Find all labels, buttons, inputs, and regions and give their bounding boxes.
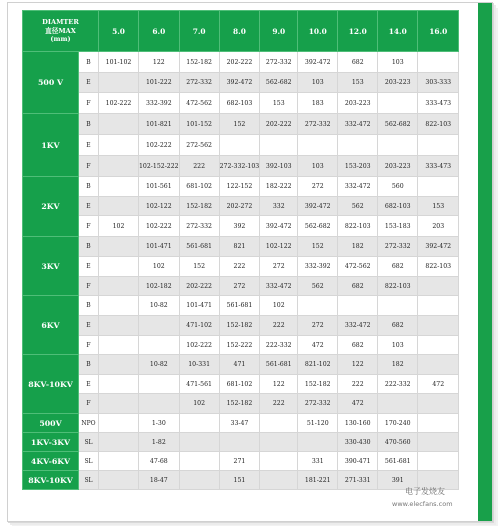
capacitance-code-cell: 392-472: [298, 52, 338, 73]
capacitance-code-cell: 272-332: [298, 114, 338, 135]
capacitance-code-cell: 561-681: [219, 296, 260, 316]
capacitance-code-cell: [418, 177, 459, 197]
capacitance-code-cell: 471-102: [179, 316, 219, 336]
capacitance-code-cell: [260, 433, 298, 452]
table-row: [23, 471, 459, 490]
capacitance-code-cell: [418, 394, 459, 414]
capacitance-code-cell: 272: [298, 316, 338, 336]
capacitance-code-cell: 332-472: [338, 177, 378, 197]
voltage-label: 1KV: [23, 114, 79, 177]
capacitance-code-cell: 272-332: [378, 237, 418, 257]
capacitance-code-cell: 821-102: [298, 355, 338, 375]
capacitance-code-cell: 222-332: [260, 336, 298, 355]
diameter-col: 5.0: [99, 11, 139, 52]
capacitance-code-cell: [99, 237, 139, 257]
capacitance-code-cell: 182: [378, 355, 418, 375]
capacitance-code-cell: 392-472: [260, 216, 298, 237]
table-row: [23, 52, 459, 73]
capacitance-code-cell: 152-182: [179, 52, 219, 73]
capacitance-code-cell: 331: [298, 452, 338, 471]
capacitance-code-cell: 681-102: [219, 375, 260, 394]
capacitance-code-cell: 561-681: [378, 452, 418, 471]
capacitance-code-cell: 152-182: [219, 394, 260, 414]
voltage-label: 500V: [23, 414, 79, 433]
capacitance-code-cell: 272-332: [179, 216, 219, 237]
capacitance-code-cell: 202-222: [260, 114, 298, 135]
voltage-label: 1KV-3KV: [23, 433, 79, 452]
table-row: [23, 257, 459, 277]
header-row: [23, 11, 459, 52]
capacitance-code-cell: 271-331: [338, 471, 378, 490]
table-row: [23, 452, 459, 471]
table-row: [23, 135, 459, 156]
capacitance-code-cell: [219, 135, 260, 156]
capacitance-code-cell: [99, 296, 139, 316]
capacitance-code-cell: 101-561: [139, 177, 180, 197]
capacitance-code-cell: 10-82: [139, 355, 180, 375]
capacitance-code-cell: 471-561: [179, 375, 219, 394]
capacitance-code-cell: 102-122: [260, 237, 298, 257]
capacitance-code-cell: 682: [378, 257, 418, 277]
capacitance-code-cell: [418, 296, 459, 316]
dielectric-code: F: [79, 156, 99, 177]
dielectric-code: E: [79, 316, 99, 336]
capacitance-code-cell: 562: [298, 277, 338, 296]
capacitance-code-cell: 202-272: [219, 197, 260, 216]
capacitance-code-cell: [338, 296, 378, 316]
capacitance-code-cell: 151: [219, 471, 260, 490]
capacitance-code-cell: 470-560: [378, 433, 418, 452]
capacitance-code-cell: 471: [219, 355, 260, 375]
dielectric-code: E: [79, 135, 99, 156]
capacitance-code-cell: [260, 135, 298, 156]
capacitance-code-cell: 332-472: [260, 277, 298, 296]
capacitance-code-cell: 102-222: [179, 336, 219, 355]
dielectric-code: SL: [79, 471, 99, 490]
capacitance-code-cell: 472-562: [338, 257, 378, 277]
capacitance-code-cell: 272: [260, 257, 298, 277]
capacitance-code-cell: 152-182: [179, 197, 219, 216]
capacitance-code-cell: [139, 336, 180, 355]
voltage-label: 8KV-10KV: [23, 471, 79, 490]
capacitance-code-cell: 821: [219, 237, 260, 257]
capacitance-code-cell: [378, 93, 418, 114]
capacitance-code-cell: 222-332: [378, 375, 418, 394]
capacitance-code-cell: 272-562: [179, 135, 219, 156]
capacitance-code-cell: [139, 375, 180, 394]
capacitance-code-cell: 152: [298, 237, 338, 257]
capacitance-code-cell: 152-182: [298, 375, 338, 394]
capacitance-code-cell: 102: [260, 296, 298, 316]
capacitance-code-cell: [99, 257, 139, 277]
capacitance-code-cell: 333-473: [418, 156, 459, 177]
dielectric-code: B: [79, 237, 99, 257]
table-row: [23, 216, 459, 237]
table-row: [23, 177, 459, 197]
table-row: [23, 114, 459, 135]
capacitance-code-cell: 561-681: [179, 237, 219, 257]
capacitance-code-cell: 682: [338, 277, 378, 296]
capacitance-code-cell: 682-103: [219, 93, 260, 114]
table-row: [23, 336, 459, 355]
capacitance-code-cell: 152-222: [219, 336, 260, 355]
capacitance-code-cell: 822-103: [338, 216, 378, 237]
dielectric-code: F: [79, 394, 99, 414]
table-row: [23, 355, 459, 375]
capacitance-code-cell: [99, 177, 139, 197]
capacitance-code-cell: [298, 135, 338, 156]
capacitance-code-cell: 333-473: [418, 93, 459, 114]
capacitance-code-cell: 102: [99, 216, 139, 237]
capacitance-code-cell: 332-392: [298, 257, 338, 277]
capacitance-code-cell: [99, 135, 139, 156]
capacitance-code-cell: 562-682: [298, 216, 338, 237]
capacitance-code-cell: [139, 316, 180, 336]
table-row: [23, 296, 459, 316]
capacitance-code-cell: 222: [219, 257, 260, 277]
capacitance-code-cell: 1-30: [139, 414, 180, 433]
capacitance-code-cell: 153-203: [338, 156, 378, 177]
capacitance-code-cell: 101-152: [179, 114, 219, 135]
capacitance-code-cell: 102: [179, 394, 219, 414]
capacitance-code-cell: [298, 433, 338, 452]
capacitance-code-cell: [418, 355, 459, 375]
diameter-col: 8.0: [219, 11, 260, 52]
capacitance-code-cell: 472: [298, 336, 338, 355]
capacitance-code-cell: [179, 452, 219, 471]
capacitance-code-cell: 303-333: [418, 73, 459, 93]
capacitance-code-cell: 330-430: [338, 433, 378, 452]
dielectric-code: NPO: [79, 414, 99, 433]
voltage-label: 2KV: [23, 177, 79, 237]
capacitance-code-cell: 182: [338, 237, 378, 257]
capacitance-code-cell: [418, 135, 459, 156]
table-row: [23, 277, 459, 296]
capacitance-code-cell: [99, 433, 139, 452]
diameter-col: 12.0: [338, 11, 378, 52]
capacitance-code-cell: 682-103: [378, 197, 418, 216]
capacitance-code-cell: [418, 52, 459, 73]
capacitance-code-cell: 392-472: [298, 197, 338, 216]
capacitance-code-cell: 153: [418, 197, 459, 216]
capacitance-code-cell: 153-183: [378, 216, 418, 237]
capacitance-code-cell: 561-681: [260, 355, 298, 375]
dielectric-code: F: [79, 277, 99, 296]
capacitance-code-cell: [99, 277, 139, 296]
table-row: [23, 414, 459, 433]
capacitance-code-cell: 222: [260, 316, 298, 336]
capacitance-code-cell: 102: [139, 257, 180, 277]
capacitance-code-cell: 51-120: [298, 414, 338, 433]
dielectric-code: B: [79, 114, 99, 135]
capacitance-code-cell: [418, 414, 459, 433]
capacitance-code-cell: 472: [418, 375, 459, 394]
capacitance-code-cell: [99, 452, 139, 471]
capacitance-code-cell: 103: [378, 336, 418, 355]
capacitance-code-cell: 33-47: [219, 414, 260, 433]
diameter-col: 14.0: [378, 11, 418, 52]
capacitance-code-cell: 101-471: [139, 237, 180, 257]
diameter-col: 10.0: [298, 11, 338, 52]
capacitance-code-cell: 130-160: [338, 414, 378, 433]
dielectric-code: SL: [79, 433, 99, 452]
capacitance-code-cell: 392-103: [260, 156, 298, 177]
capacitance-code-cell: 271: [219, 452, 260, 471]
capacitance-code-cell: [338, 135, 378, 156]
capacitance-code-cell: [99, 375, 139, 394]
capacitance-code-cell: [179, 414, 219, 433]
dielectric-code: E: [79, 197, 99, 216]
capacitance-code-cell: 103: [298, 73, 338, 93]
capacitance-code-cell: 102-222: [139, 216, 180, 237]
dielectric-code: F: [79, 336, 99, 355]
voltage-label: 500 V: [23, 52, 79, 114]
capacitance-code-cell: 18-47: [139, 471, 180, 490]
capacitance-code-cell: [99, 355, 139, 375]
capacitance-code-cell: 332-472: [338, 316, 378, 336]
capacitance-code-cell: 102-222: [139, 135, 180, 156]
capacitance-code-cell: 101-102: [99, 52, 139, 73]
capacitance-code-cell: [179, 433, 219, 452]
table-row: [23, 93, 459, 114]
header-title-line1: DIAMTER: [42, 18, 79, 27]
capacitance-code-cell: [418, 433, 459, 452]
header-title-line3: (mm): [50, 35, 71, 44]
watermark-logo: 电子发烧友: [405, 487, 445, 496]
capacitance-code-cell: [99, 336, 139, 355]
capacitance-code-cell: 202-222: [179, 277, 219, 296]
capacitance-code-cell: 272-332: [260, 52, 298, 73]
capacitance-code-cell: 102-182: [139, 277, 180, 296]
capacitance-code-cell: 101-222: [139, 73, 180, 93]
diameter-col: 16.0: [418, 11, 459, 52]
dielectric-code: B: [79, 177, 99, 197]
capacitance-code-cell: [99, 471, 139, 490]
capacitance-code-cell: 272-332: [298, 394, 338, 414]
dielectric-code: F: [79, 216, 99, 237]
capacitance-code-cell: 390-471: [338, 452, 378, 471]
dielectric-code: B: [79, 52, 99, 73]
capacitance-code-cell: 682: [338, 336, 378, 355]
capacitance-code-cell: [99, 114, 139, 135]
capacitance-code-cell: [99, 73, 139, 93]
capacitance-code-cell: 182-222: [260, 177, 298, 197]
table-row: [23, 237, 459, 257]
capacitance-code-cell: [99, 414, 139, 433]
capacitance-code-cell: [418, 452, 459, 471]
capacitance-code-cell: 822-103: [418, 257, 459, 277]
table-row: [23, 394, 459, 414]
capacitance-code-cell: 1-82: [139, 433, 180, 452]
table-row: [23, 316, 459, 336]
capacitance-code-cell: 10-82: [139, 296, 180, 316]
capacitance-code-cell: [139, 394, 180, 414]
capacitance-code-cell: 122: [260, 375, 298, 394]
capacitance-code-cell: [99, 394, 139, 414]
capacitance-code-cell: [99, 197, 139, 216]
capacitance-code-cell: 122: [139, 52, 180, 73]
capacitance-code-cell: 560: [378, 177, 418, 197]
capacitance-code-cell: [378, 296, 418, 316]
capacitance-code-cell: 103: [298, 156, 338, 177]
capacitance-code-cell: 101-821: [139, 114, 180, 135]
table-row: [23, 73, 459, 93]
capacitance-code-cell: 332-392: [139, 93, 180, 114]
voltage-label: 6KV: [23, 296, 79, 355]
capacitance-code-cell: 183: [298, 93, 338, 114]
capacitance-code-cell: 822-103: [418, 114, 459, 135]
capacitor-spec-table: [22, 10, 459, 490]
capacitance-code-cell: [179, 471, 219, 490]
diameter-col: 6.0: [139, 11, 180, 52]
capacitance-code-cell: [378, 135, 418, 156]
capacitance-code-cell: 272-332-103: [219, 156, 260, 177]
capacitance-code-cell: 122: [338, 355, 378, 375]
capacitance-code-cell: 562-682: [260, 73, 298, 93]
voltage-label: 3KV: [23, 237, 79, 296]
capacitance-code-cell: 153: [260, 93, 298, 114]
capacitance-code-cell: 102-122: [139, 197, 180, 216]
capacitance-code-cell: 203-223: [378, 73, 418, 93]
capacitance-code-cell: 822-103: [378, 277, 418, 296]
diameter-header: [23, 11, 99, 52]
capacitance-code-cell: 203-223: [338, 93, 378, 114]
capacitance-code-cell: 391: [378, 471, 418, 490]
capacitance-code-cell: 472: [338, 394, 378, 414]
capacitance-code-cell: 152-182: [219, 316, 260, 336]
capacitance-code-cell: [418, 336, 459, 355]
capacitance-code-cell: 272: [298, 177, 338, 197]
capacitance-code-cell: 562: [338, 197, 378, 216]
voltage-label: 8KV-10KV: [23, 355, 79, 414]
capacitance-code-cell: 222: [179, 156, 219, 177]
capacitance-code-cell: 332-472: [338, 114, 378, 135]
capacitance-code-cell: 10-331: [179, 355, 219, 375]
capacitance-code-cell: 152: [179, 257, 219, 277]
dielectric-code: SL: [79, 452, 99, 471]
capacitance-code-cell: 562-682: [378, 114, 418, 135]
watermark-url: www.elecfans.com: [392, 500, 453, 508]
capacitance-code-cell: [99, 316, 139, 336]
capacitance-code-cell: [260, 414, 298, 433]
capacitance-code-cell: 682: [378, 316, 418, 336]
table-row: [23, 156, 459, 177]
dielectric-code: E: [79, 375, 99, 394]
capacitance-code-cell: [219, 433, 260, 452]
capacitance-code-cell: 472-562: [179, 93, 219, 114]
capacitance-code-cell: 682: [338, 52, 378, 73]
capacitance-code-cell: 101-471: [179, 296, 219, 316]
capacitance-code-cell: 203: [418, 216, 459, 237]
capacitance-code-cell: 102-152-222: [139, 156, 180, 177]
dielectric-code: E: [79, 257, 99, 277]
capacitance-code-cell: 332: [260, 197, 298, 216]
capacitance-code-cell: [378, 394, 418, 414]
capacitance-code-cell: 47-68: [139, 452, 180, 471]
dielectric-code: F: [79, 93, 99, 114]
dielectric-code: B: [79, 296, 99, 316]
dielectric-code: B: [79, 355, 99, 375]
capacitance-code-cell: 103: [378, 52, 418, 73]
capacitance-code-cell: 122-152: [219, 177, 260, 197]
capacitance-code-cell: 170-240: [378, 414, 418, 433]
capacitance-code-cell: 181-221: [298, 471, 338, 490]
diameter-col: 7.0: [179, 11, 219, 52]
capacitance-code-cell: 392: [219, 216, 260, 237]
capacitance-code-cell: [260, 452, 298, 471]
capacitance-code-cell: 153: [338, 73, 378, 93]
capacitance-code-cell: 222: [260, 394, 298, 414]
table-row: [23, 433, 459, 452]
capacitance-code-cell: 152: [219, 114, 260, 135]
capacitance-code-cell: 202-222: [219, 52, 260, 73]
capacitance-code-cell: 392-472: [418, 237, 459, 257]
capacitance-code-cell: 392-472: [219, 73, 260, 93]
green-edge-bar: [478, 3, 492, 521]
capacitance-code-cell: 102-222: [99, 93, 139, 114]
table-row: [23, 375, 459, 394]
capacitance-code-cell: [418, 316, 459, 336]
capacitance-code-cell: [99, 156, 139, 177]
capacitance-code-cell: [260, 471, 298, 490]
capacitance-code-cell: [298, 296, 338, 316]
header-title-line2: 直径MAX: [45, 26, 76, 35]
capacitance-code-cell: 203-223: [378, 156, 418, 177]
table-row: [23, 197, 459, 216]
capacitance-code-cell: 222: [338, 375, 378, 394]
capacitance-code-cell: [418, 277, 459, 296]
capacitance-code-cell: 681-102: [179, 177, 219, 197]
capacitance-code-cell: 272-332: [179, 73, 219, 93]
voltage-label: 4KV-6KV: [23, 452, 79, 471]
dielectric-code: E: [79, 73, 99, 93]
capacitance-code-cell: 272: [219, 277, 260, 296]
diameter-col: 9.0: [260, 11, 298, 52]
